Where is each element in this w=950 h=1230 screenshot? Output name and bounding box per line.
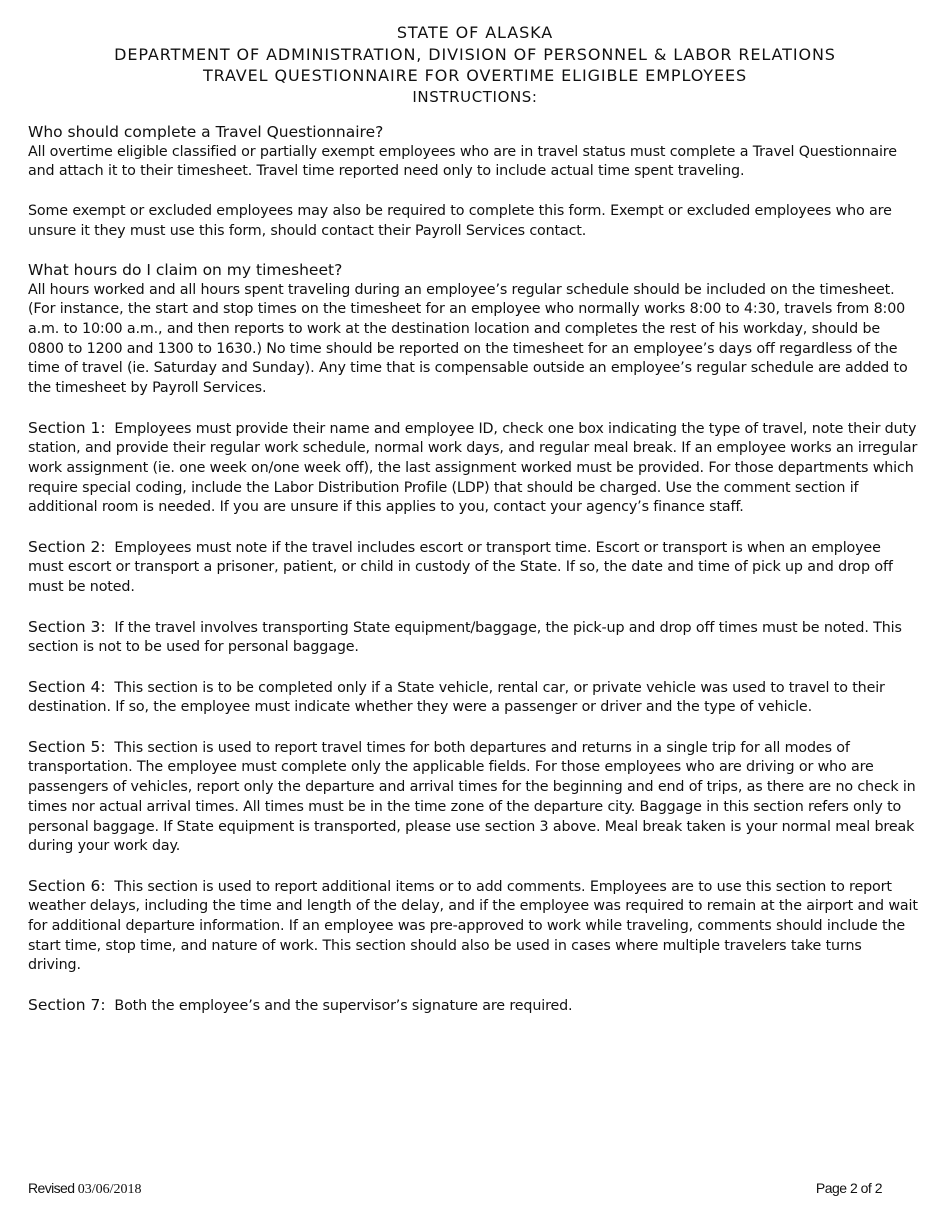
- section-7-text: Both the employee’s and the supervisor’s signature are required.: [114, 997, 573, 1014]
- section-6-text: This section is used to report additional items or to add comments. Employees are to use this section to report weather delays, including the time and length of the delay, and if the employee was required to remain at the airport and wait for additional departure information. If an employee was pre-approved to work while traveling, comments should include the start time, stop time, and nature of work. This section should also be used in cases where multiple travelers take turns driving.: [28, 878, 918, 974]
- section-6-label: Section 6:: [28, 876, 106, 895]
- revision-note: [28, 1180, 141, 1198]
- hours-heading: What hours do I claim on my timesheet?: [28, 260, 343, 279]
- section-3-label: Section 3:: [28, 617, 106, 636]
- section-1-label: Section 1:: [28, 418, 106, 437]
- section-2-label: Section 2:: [28, 537, 106, 556]
- section-3-text: If the travel involves transporting State equipment/baggage, the pick-up and drop off times must be noted. This section is not to be used for personal baggage.: [28, 619, 902, 656]
- hours-paragraph: All hours worked and all hours spent traveling during an employee’s regular schedule should be included on the timesheet. (For instance, the start and stop times on the timesheet for an employee who normally works 8:00 to 4:30, travels from 8:00 a.m. to 10:00 a.m., and then reports to work at the destination location and completes the rest of his workday, should be 0800 to 1200 and 1300 to 1630.) No time should be reported on the timesheet for an employee’s days off regardless of the time of travel (ie. Saturday and Sunday). Any time that is compensable outside an employee’s regular schedule are added to the timesheet by Payroll Services.: [28, 281, 908, 397]
- revised-date: 03/06/2018: [77, 1182, 142, 1197]
- instructions-body: [28, 123, 918, 1036]
- header-department: DEPARTMENT OF ADMINISTRATION, DIVISION OF PERSONNEL & LABOR RELATIONS: [114, 44, 836, 64]
- section-6-paragraph: [28, 877, 918, 977]
- section-7-paragraph: [28, 996, 918, 1017]
- section-7-label: Section 7:: [28, 995, 106, 1014]
- document-header: [0, 22, 950, 107]
- page-number: Page 2 of 2: [815, 1180, 882, 1196]
- who-paragraph-1: All overtime eligible classified or partially exempt employees who are in travel status must complete a Travel Questionnaire and attach it to their timesheet. Travel time reported need only to include actual time spent traveling.: [28, 143, 897, 180]
- header-state: STATE OF ALASKA: [396, 23, 554, 42]
- section-4-label: Section 4:: [28, 677, 106, 696]
- header-form-title: TRAVEL QUESTIONNAIRE FOR OVERTIME ELIGIBLE EMPLOYEES: [202, 66, 748, 85]
- section-1-paragraph: [28, 419, 918, 519]
- header-instructions: INSTRUCTIONS:: [412, 87, 538, 106]
- section-3-paragraph: [28, 618, 918, 658]
- who-paragraph-2: Some exempt or excluded employees may also be required to complete this form. Exempt or excluded employees who are unsure it they must use this form, should contact their Payroll Services contact.: [28, 202, 892, 239]
- section-5-label: Section 5:: [28, 737, 106, 756]
- section-4-paragraph: [28, 678, 918, 718]
- section-4-text: This section is to be completed only if a State vehicle, rental car, or private vehicle was used to travel to their destination. If so, the employee must indicate whether they were a passenger or driver and the type of vehicle.: [28, 679, 885, 716]
- section-2-text: Employees must note if the travel includes escort or transport time. Escort or transport is when an employee must escort or transport a prisoner, patient, or child in custody of the State. If so, the date and time of pick up and drop off must be noted.: [28, 539, 893, 596]
- section-2-paragraph: [28, 538, 918, 598]
- section-5-text: This section is used to report travel times for both departures and returns in a single trip for all modes of transportation. The employee must complete only the applicable fields. For those employees who are driving or who are passengers of vehicles, report only the departure and arrival times for the beginning and end of trips, as there are no check in times nor actual arrival times. All times must be in the time zone of the departure city. Baggage in this section refers only to personal baggage. If State equipment is transported, please use section 3 above. Meal break taken is your normal meal break during your work day.: [28, 739, 916, 855]
- revised-label: Revised: [28, 1180, 75, 1196]
- who-heading: Who should complete a Travel Questionnaire?: [28, 123, 384, 141]
- section-5-paragraph: [28, 738, 918, 857]
- section-1-text: Employees must provide their name and employee ID, check one box indicating the type of travel, note their duty station, and provide their regular work schedule, normal work days, and regular meal break. If an employee works an irregular work assignment (ie. one week on/one week off), the last assignment worked must be provided. For those departments which require special coding, include the Labor Distribution Profile (LDP) that should be charged. Use the comment section if additional room is needed. If you are unsure if this applies to you, contact your agency’s finance staff.: [28, 420, 918, 516]
